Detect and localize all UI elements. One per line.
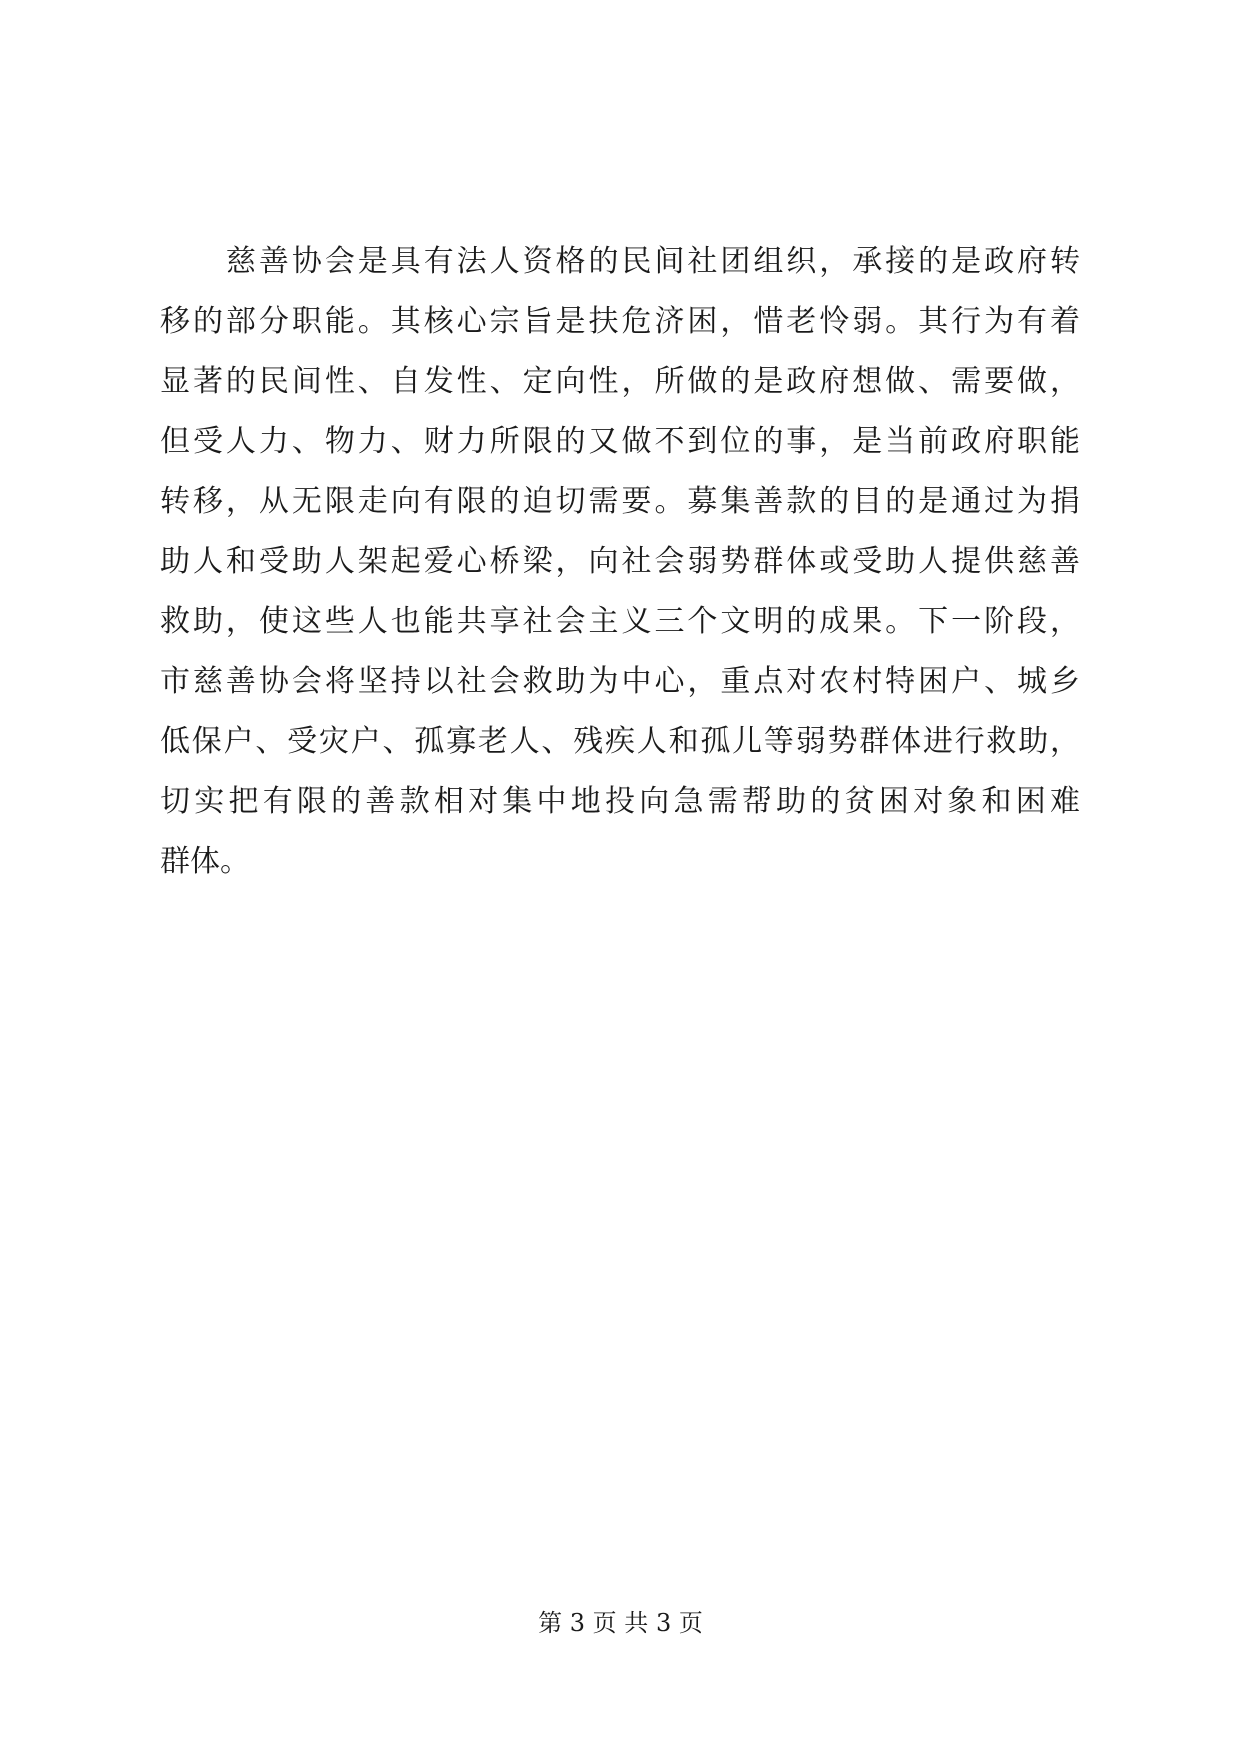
paragraph-line: 但受人力、物力、财力所限的又做不到位的事，是当前政府职能 xyxy=(160,424,1080,459)
paragraph-line: 低保户、受灾户、孤寡老人、残疾人和孤儿等弱势群体进行救助， xyxy=(160,724,1080,759)
paragraph-line: 慈善协会是具有法人资格的民间社团组织，承接的是政府转 xyxy=(160,244,1080,279)
paragraph-line: 切实把有限的善款相对集中地投向急需帮助的贫困对象和困难 xyxy=(160,784,1080,819)
paragraph-line: 显著的民间性、自发性、定向性，所做的是政府想做、需要做， xyxy=(160,364,1080,399)
paragraph-line: 市慈善协会将坚持以社会救助为中心，重点对农村特困户、城乡 xyxy=(160,664,1080,699)
body-paragraph xyxy=(160,232,1080,892)
paragraph-line: 助人和受助人架起爱心桥梁，向社会弱势群体或受助人提供慈善 xyxy=(160,544,1080,579)
page-number-footer: 第 3 页 共 3 页 xyxy=(538,1609,703,1637)
paragraph-line: 转移，从无限走向有限的迫切需要。募集善款的目的是通过为捐 xyxy=(160,484,1080,519)
paragraph-line: 救助，使这些人也能共享社会主义三个文明的成果。下一阶段， xyxy=(160,604,1080,639)
paragraph-line: 移的部分职能。其核心宗旨是扶危济困，惜老怜弱。其行为有着 xyxy=(160,304,1080,339)
paragraph-line: 群体。 xyxy=(160,844,250,879)
